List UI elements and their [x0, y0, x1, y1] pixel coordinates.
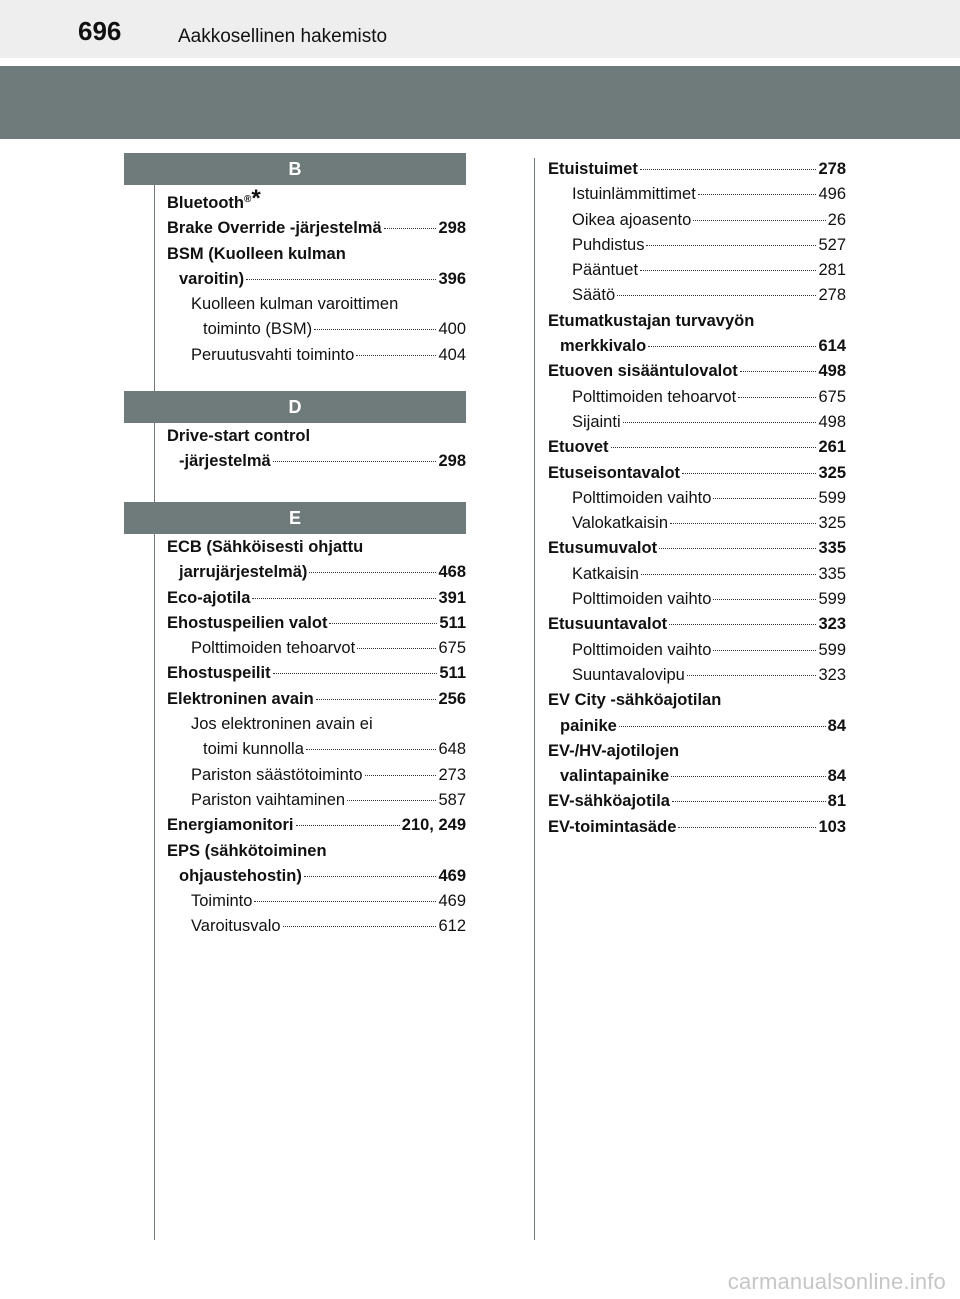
- entry-text: Polttimoiden vaihto: [572, 488, 712, 507]
- page-ref: 675: [818, 387, 846, 406]
- page-ref: 256: [438, 689, 466, 708]
- index-entry: EV City -sähköajotilan: [548, 691, 722, 710]
- index-entry: EPS (sähkötoiminen: [167, 841, 327, 860]
- index-entry: [167, 449, 466, 474]
- index-subentry: [167, 889, 466, 914]
- dot-leader: [693, 220, 825, 221]
- page-number: 696: [78, 16, 122, 46]
- page-ref: 648: [438, 740, 466, 759]
- entry-text: Polttimoiden tehoarvot: [572, 387, 737, 406]
- page-ref: 278: [818, 160, 846, 178]
- dot-leader: [687, 675, 817, 676]
- entry-text: Ehostuspeilit: [167, 664, 271, 683]
- dot-leader: [309, 572, 436, 573]
- entry-text: Etuovet: [548, 438, 609, 457]
- page-ref: 278: [818, 286, 846, 305]
- index-entry-bluetooth: Bluetooth®*: [167, 185, 261, 212]
- index-entry: Drive-start control: [167, 427, 311, 445]
- dot-leader: [713, 498, 816, 499]
- index-entry: [167, 560, 466, 585]
- index-entry: Etumatkustajan turvavyön: [548, 311, 755, 330]
- dot-leader: [669, 624, 816, 625]
- dot-leader: [648, 346, 816, 347]
- index-entry: [167, 611, 466, 636]
- index-subentry: [167, 343, 466, 368]
- page-title: Aakkosellinen hakemisto: [178, 26, 388, 47]
- top-bar: [0, 0, 960, 58]
- entry-text: toiminto (BSM): [203, 320, 313, 339]
- dot-leader: [740, 371, 817, 372]
- page-ref: 468: [438, 563, 466, 582]
- index-entry: EV-/HV-ajotilojen: [548, 741, 680, 760]
- page-ref: 498: [818, 362, 846, 381]
- dot-leader: [347, 800, 436, 801]
- entry-text: Säätö: [572, 286, 616, 305]
- index-entry: [548, 764, 846, 789]
- entry-text: -järjestelmä: [179, 452, 271, 471]
- watermark: carmanualsonline.info: [727, 1269, 946, 1294]
- dot-leader: [617, 295, 816, 296]
- index-subentry: [548, 258, 846, 283]
- index-subentry: [548, 208, 846, 233]
- entry-text: jarrujärjestelmä): [179, 563, 308, 582]
- entry-text: Etuoven sisääntulovalot: [548, 362, 738, 381]
- page-ref: 511: [439, 613, 466, 632]
- index-subentry: [548, 182, 846, 207]
- dot-leader: [698, 194, 817, 195]
- entry-text: Puhdistus: [572, 235, 645, 254]
- page-ref: 527: [818, 235, 846, 254]
- entry-text: ohjaustehostin): [179, 866, 302, 885]
- page-ref: 587: [438, 790, 466, 809]
- index-subentry: Jos elektroninen avain ei: [191, 715, 373, 734]
- index-entry: [167, 813, 466, 838]
- index-subentry: [167, 317, 466, 342]
- dot-leader: [246, 279, 436, 280]
- dot-leader: [296, 825, 400, 826]
- dot-leader: [304, 876, 437, 877]
- dot-leader: [640, 169, 817, 170]
- page-ref: 298: [438, 219, 466, 238]
- index-entry: [548, 435, 846, 460]
- dot-leader: [316, 699, 437, 700]
- dot-leader: [283, 926, 437, 927]
- index-subentry: [167, 914, 466, 939]
- index-subentry: [548, 233, 846, 258]
- entry-text: Etusuuntavalot: [548, 615, 668, 634]
- entry-text: Etusumuvalot: [548, 539, 658, 558]
- dot-leader: [670, 523, 816, 524]
- index-entry: [167, 267, 466, 292]
- entry-text: EV-toimintasäde: [548, 817, 677, 836]
- entry-text: Istuinlämmittimet: [572, 185, 696, 204]
- page-ref: 281: [818, 261, 846, 280]
- dot-leader: [252, 598, 436, 599]
- entry-text: Toiminto: [191, 892, 253, 911]
- page-ref: 404: [438, 345, 466, 364]
- dot-leader: [659, 548, 816, 549]
- dot-leader: [640, 270, 816, 271]
- dot-leader: [306, 749, 437, 750]
- index-entry: [548, 714, 846, 739]
- index-subentry: [167, 737, 466, 762]
- entry-text: painike: [560, 716, 617, 735]
- index-entry: [548, 612, 846, 637]
- dot-leader: [641, 574, 817, 575]
- page-ref: 26: [827, 210, 846, 229]
- index-subentry: [548, 587, 846, 612]
- page-ref: 400: [438, 320, 466, 339]
- entry-text: toimi kunnolla: [203, 740, 304, 759]
- page-ref: 391: [438, 588, 466, 607]
- section-header-d: D: [124, 391, 466, 423]
- index-entry: [548, 157, 846, 182]
- page-ref: 612: [438, 917, 466, 936]
- entry-text: Pääntuet: [572, 261, 639, 280]
- dot-leader: [682, 473, 816, 474]
- page-ref: 261: [818, 438, 846, 457]
- index-subentry: [167, 763, 466, 788]
- page-ref: 273: [438, 765, 466, 784]
- entry-text: Katkaisin: [572, 564, 639, 583]
- entry-text: Valokatkaisin: [572, 514, 668, 533]
- entry-text: Polttimoiden vaihto: [572, 640, 712, 659]
- page-ref: 298: [438, 452, 466, 471]
- section-header-b: B: [124, 153, 466, 185]
- dot-leader: [611, 447, 817, 448]
- index-subentry: [548, 410, 846, 435]
- dot-leader: [671, 776, 826, 777]
- column-rule-right: [534, 158, 535, 1240]
- entry-text: Etuistuimet: [548, 160, 638, 178]
- index-entry: [167, 687, 466, 712]
- dot-leader: [623, 422, 817, 423]
- header-banner: [0, 66, 960, 139]
- index-entry: ECB (Sähköisesti ohjattu: [167, 538, 364, 556]
- page-ref: 323: [818, 615, 846, 634]
- index-column-d: [167, 424, 466, 475]
- dot-leader: [356, 355, 436, 356]
- index-entry: [548, 334, 846, 359]
- dot-leader: [672, 801, 826, 802]
- dot-leader: [738, 397, 816, 398]
- index-entry: [167, 216, 466, 241]
- index-entry: BSM (Kuolleen kulman: [167, 244, 346, 263]
- page-ref: 325: [818, 463, 846, 482]
- dot-leader: [314, 329, 436, 330]
- index-subentry: [548, 638, 846, 663]
- page-ref: 396: [438, 269, 466, 288]
- page-ref: 469: [438, 892, 466, 911]
- dot-leader: [357, 648, 436, 649]
- page-ref: 84: [827, 767, 846, 786]
- entry-text: Suuntavalovipu: [572, 665, 685, 684]
- entry-text: Oikea ajoasento: [572, 210, 692, 229]
- entry-text: valintapainike: [560, 767, 670, 786]
- index-subentry: [548, 385, 846, 410]
- dot-leader: [384, 228, 437, 229]
- page-ref: 614: [818, 337, 846, 356]
- entry-text: Etuseisontavalot: [548, 463, 681, 482]
- page-ref: 210, 249: [401, 816, 466, 835]
- index-entry: [548, 536, 846, 561]
- dot-leader: [273, 461, 437, 462]
- page-ref: 81: [827, 792, 846, 811]
- entry-text: Pariston vaihtaminen: [191, 790, 346, 809]
- page-ref: 599: [818, 590, 846, 609]
- dot-leader: [646, 245, 816, 246]
- dot-leader: [273, 673, 438, 674]
- page-ref: 335: [818, 564, 846, 583]
- column-rule-left: [154, 183, 155, 1240]
- index-subentry: [548, 663, 846, 688]
- index-subentry: [548, 562, 846, 587]
- entry-text: Peruutusvahti toiminto: [191, 345, 355, 364]
- page-ref: 84: [827, 716, 846, 735]
- page-ref: 496: [818, 185, 846, 204]
- index-entry: [548, 359, 846, 384]
- dot-leader: [619, 726, 826, 727]
- entry-text: Pariston säästötoiminto: [191, 765, 363, 784]
- entry-text: Varoitusvalo: [191, 917, 281, 936]
- index-column-b: [167, 187, 466, 368]
- entry-text: EV-sähköajotila: [548, 792, 670, 811]
- entry-text: Polttimoiden vaihto: [572, 590, 712, 609]
- index-entry: [548, 815, 846, 840]
- entry-text: Brake Override -järjestelmä: [167, 219, 382, 238]
- entry-text: Elektroninen avain: [167, 689, 314, 708]
- index-subentry: Kuolleen kulman varoittimen: [191, 295, 399, 314]
- index-subentry: [167, 636, 466, 661]
- index-subentry: [548, 486, 846, 511]
- page-ref: 325: [818, 514, 846, 533]
- entry-text: varoitin): [179, 269, 245, 288]
- dot-leader: [713, 650, 816, 651]
- page-ref: 469: [438, 866, 466, 885]
- entry-text: Polttimoiden tehoarvot: [191, 639, 356, 658]
- index-entry: [548, 789, 846, 814]
- entry-text: merkkivalo: [560, 337, 647, 356]
- page-ref: 599: [818, 640, 846, 659]
- page-ref: 599: [818, 488, 846, 507]
- entry-text: Eco-ajotila: [167, 588, 251, 607]
- index-column-e: [167, 535, 466, 940]
- entry-text: Ehostuspeilien valot: [167, 613, 328, 632]
- page-ref: 498: [818, 412, 846, 431]
- index-entry: [548, 461, 846, 486]
- section-header-e: E: [124, 502, 466, 534]
- dot-leader: [365, 775, 437, 776]
- index-subentry: [548, 511, 846, 536]
- index-entry: [167, 661, 466, 686]
- page-ref: 675: [438, 639, 466, 658]
- page-ref: 103: [818, 817, 846, 836]
- dot-leader: [713, 599, 816, 600]
- dot-leader: [678, 827, 816, 828]
- index-subentry: [167, 788, 466, 813]
- index-entry: [167, 586, 466, 611]
- index-entry: [167, 864, 466, 889]
- entry-text: Sijainti: [572, 412, 621, 431]
- dot-leader: [254, 901, 436, 902]
- page-ref: 511: [439, 664, 466, 683]
- index-column-right: [548, 157, 846, 840]
- entry-text: Energiamonitori: [167, 816, 294, 835]
- dot-leader: [329, 623, 437, 624]
- page-ref: 323: [818, 665, 846, 684]
- page-ref: 335: [818, 539, 846, 558]
- index-subentry: [548, 283, 846, 308]
